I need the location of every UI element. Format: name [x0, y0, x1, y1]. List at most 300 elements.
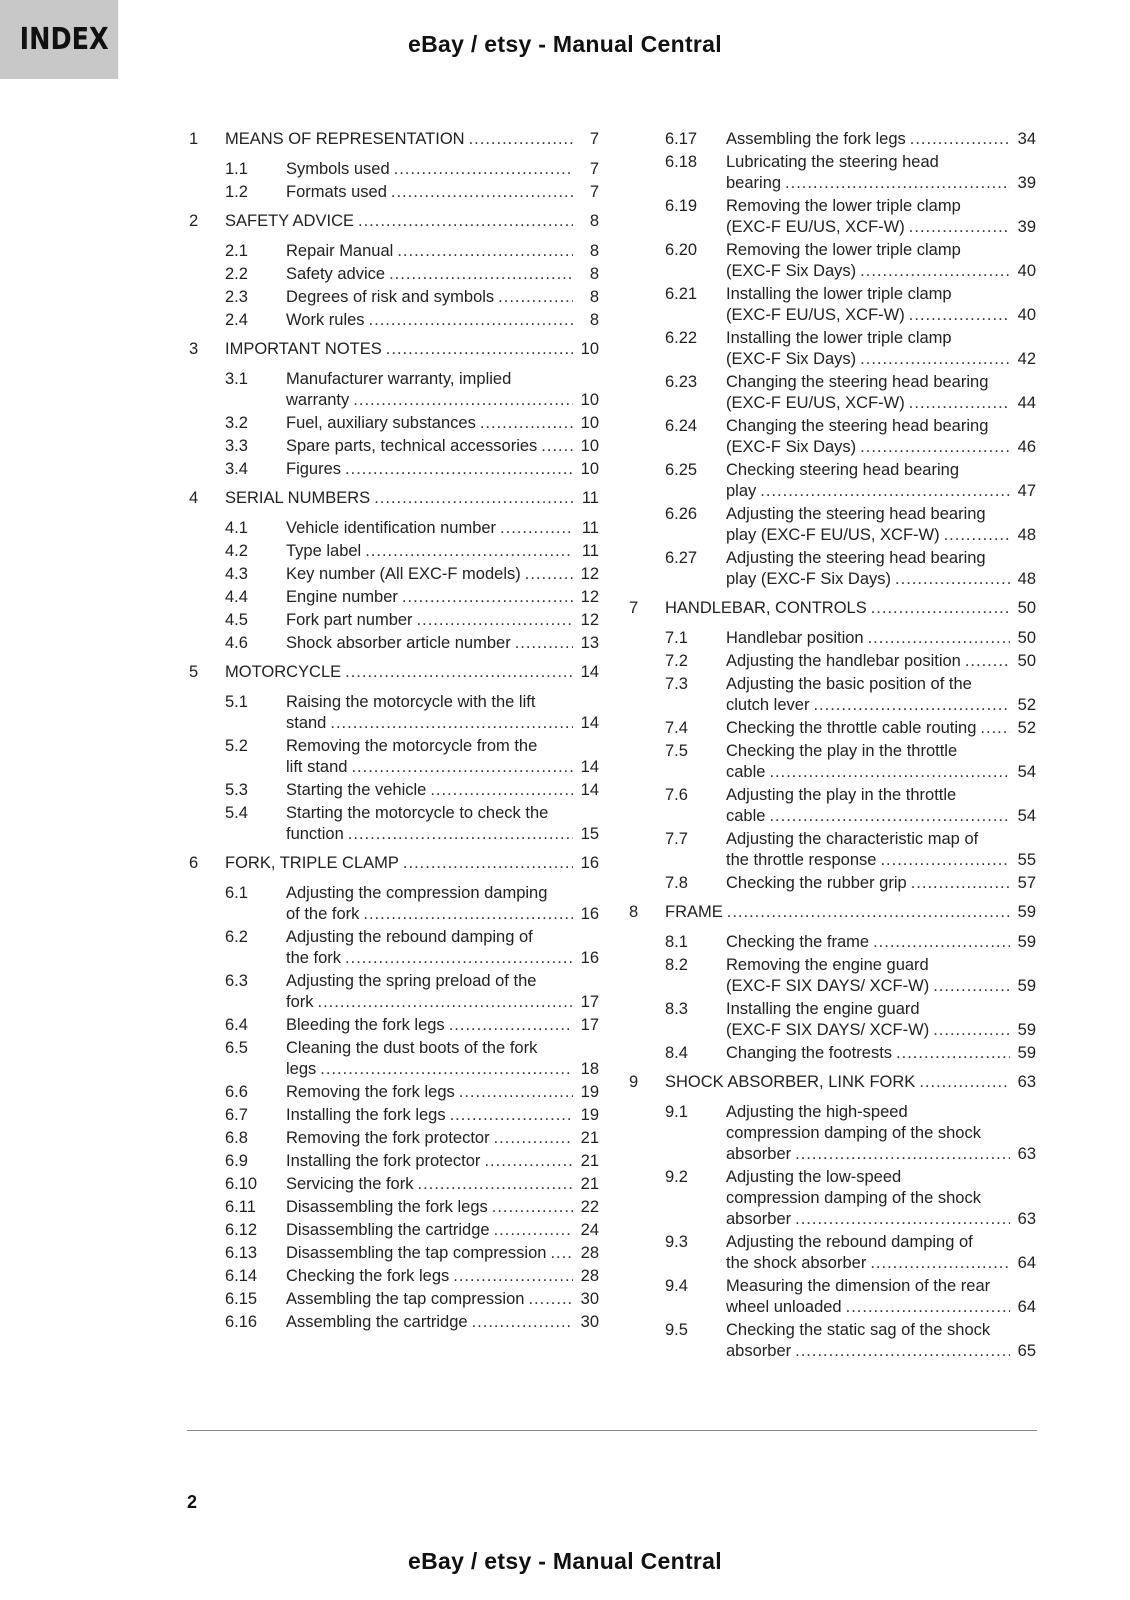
toc-entry-number: 6.22 — [665, 329, 698, 347]
toc-section-entry — [189, 927, 599, 969]
toc-entry-title: the fork — [286, 949, 342, 967]
toc-entry-title: bearing — [726, 174, 782, 192]
toc-entry-number: 6.24 — [665, 417, 698, 435]
toc-entry-title: Adjusting the characteristic map of — [726, 830, 979, 848]
toc-entry-page: 14 — [580, 663, 599, 681]
toc-entry-title: Servicing the fork — [286, 1175, 414, 1193]
toc-leader-dots — [944, 525, 1010, 546]
toc-section-entry — [629, 328, 1036, 370]
toc-entry-title: Key number (All EXC-F models) — [286, 565, 521, 583]
toc-entry-title: Starting the motorcycle to check the — [286, 804, 549, 822]
toc-section-entry — [189, 241, 599, 262]
toc-leader-dots — [402, 587, 573, 608]
toc-entry-page: 14 — [580, 781, 599, 799]
toc-entry-title: Figures — [286, 460, 342, 478]
toc-entry-title: Fork part number — [286, 611, 413, 629]
toc-entry-title: Safety advice — [286, 265, 386, 283]
toc-entry-number: 7.6 — [665, 786, 688, 804]
toc-entry-title: (EXC-F SIX DAYS/ XCF-W) — [726, 977, 930, 995]
toc-leader-dots — [769, 762, 1010, 783]
toc-entry-number: 4.5 — [225, 611, 248, 629]
toc-entry-page: 59 — [1017, 1044, 1036, 1062]
toc-entry-number: 5.2 — [225, 737, 248, 755]
toc-entry-number: 6.14 — [225, 1267, 258, 1285]
toc-entry-title: Changing the steering head bearing — [726, 417, 989, 435]
toc-entry-title: Installing the lower triple clamp — [726, 329, 952, 347]
toc-section-entry — [189, 883, 599, 925]
toc-leader-dots — [348, 824, 573, 845]
toc-entry-title: absorber — [726, 1210, 792, 1228]
toc-entry-page: 63 — [1017, 1210, 1036, 1228]
toc-entry-page: 10 — [580, 414, 599, 432]
toc-entry-title: the shock absorber — [726, 1254, 867, 1272]
toc-entry-page: 14 — [580, 714, 599, 732]
toc-chapter-entry — [189, 488, 599, 509]
toc-entry-page: 8 — [589, 265, 599, 283]
toc-entry-number: 3.3 — [225, 437, 248, 455]
toc-entry-page: 55 — [1017, 851, 1036, 869]
toc-entry-number: 6.27 — [665, 549, 698, 567]
toc-leader-dots — [868, 628, 1010, 649]
toc-section-entry — [629, 628, 1036, 649]
toc-section-entry — [629, 460, 1036, 502]
toc-entry-title: Removing the lower triple clamp — [726, 197, 961, 215]
toc-entry-title: Checking the fork legs — [286, 1267, 450, 1285]
toc-entry-number: 6.11 — [225, 1198, 256, 1216]
toc-entry-title: legs — [286, 1060, 317, 1078]
toc-entry-title: Removing the fork legs — [286, 1083, 455, 1101]
toc-leader-dots — [911, 873, 1010, 894]
page-number: 2 — [187, 1492, 198, 1512]
toc-section-entry — [189, 1038, 599, 1080]
toc-leader-dots — [910, 129, 1010, 150]
toc-entry-title: the throttle response — [726, 851, 877, 869]
toc-leader-dots — [933, 976, 1010, 997]
toc-entry-number: 1.1 — [225, 160, 248, 178]
toc-leader-dots — [318, 992, 573, 1013]
toc-entry-page: 30 — [580, 1290, 599, 1308]
toc-section-entry — [629, 240, 1036, 282]
toc-entry-number: 8 — [629, 903, 639, 921]
toc-leader-dots — [374, 488, 573, 509]
toc-entry-title: Spare parts, technical accessories — [286, 437, 538, 455]
toc-entry-number: 4.2 — [225, 542, 248, 560]
toc-section-entry — [189, 692, 599, 734]
toc-entry-page: 28 — [580, 1267, 599, 1285]
toc-leader-dots — [369, 310, 573, 331]
toc-entry-page: 40 — [1017, 306, 1036, 324]
toc-entry-number: 7.8 — [665, 874, 688, 892]
toc-entry-title: FORK, TRIPLE CLAMP — [225, 854, 399, 872]
toc-entry-number: 9.1 — [665, 1103, 688, 1121]
toc-entry-title: fork — [286, 993, 314, 1011]
toc-leader-dots — [727, 902, 1010, 923]
toc-entry-page: 40 — [1017, 262, 1036, 280]
toc-entry-page: 50 — [1017, 599, 1036, 617]
toc-entry-page: 63 — [1017, 1073, 1036, 1091]
toc-leader-dots — [909, 305, 1010, 326]
toc-entry-number: 6.2 — [225, 928, 248, 946]
toc-entry-title: Disassembling the cartridge — [286, 1221, 490, 1239]
toc-entry-number: 6.5 — [225, 1039, 248, 1057]
toc-entry-number: 6.20 — [665, 241, 698, 259]
toc-entry-page: 48 — [1017, 570, 1036, 588]
toc-section-entry — [629, 955, 1036, 997]
toc-entry-title: cable — [726, 807, 766, 825]
toc-entry-title: Formats used — [286, 183, 387, 201]
toc-leader-dots — [498, 287, 573, 308]
toc-entry-page: 8 — [589, 212, 599, 230]
toc-entry-page: 30 — [580, 1313, 599, 1331]
toc-entry-page: 16 — [580, 949, 599, 967]
toc-section-entry — [189, 182, 599, 203]
toc-entry-title: clutch lever — [726, 696, 810, 714]
toc-entry-number: 9.3 — [665, 1233, 688, 1251]
toc-entry-number: 2.2 — [225, 265, 248, 283]
toc-section-entry — [189, 587, 599, 608]
toc-leader-dots — [394, 159, 573, 180]
footer-watermark: eBay / etsy - Manual Central — [408, 1548, 722, 1574]
toc-entry-page: 19 — [580, 1106, 599, 1124]
toc-entry-title: Assembling the cartridge — [286, 1313, 468, 1331]
toc-section-entry — [629, 284, 1036, 326]
toc-entry-title: (EXC-F Six Days) — [726, 350, 857, 368]
toc-section-entry — [629, 674, 1036, 716]
toc-entry-title: MEANS OF REPRESENTATION — [225, 130, 465, 148]
toc-entry-page: 21 — [580, 1175, 599, 1193]
toc-entry-page: 10 — [580, 460, 599, 478]
toc-entry-title: Engine number — [286, 588, 398, 606]
toc-section-entry — [189, 541, 599, 562]
toc-entry-page: 11 — [581, 519, 599, 537]
toc-entry-number: 7.7 — [665, 830, 688, 848]
toc-entry-title: Changing the steering head bearing — [726, 373, 989, 391]
toc-entry-title: Disassembling the fork legs — [286, 1198, 488, 1216]
toc-entry-page: 16 — [580, 905, 599, 923]
toc-entry-number: 6.7 — [225, 1106, 248, 1124]
toc-leader-dots — [769, 806, 1010, 827]
toc-entry-title: absorber — [726, 1342, 792, 1360]
toc-leader-dots — [515, 633, 573, 654]
toc-entry-number: 2 — [189, 212, 199, 230]
toc-entry-number: 8.1 — [665, 933, 688, 951]
toc-section-entry — [189, 310, 599, 331]
toc-section-entry — [189, 264, 599, 285]
toc-section-entry — [629, 1320, 1036, 1362]
toc-leader-dots — [965, 651, 1010, 672]
toc-entry-number: 4.3 — [225, 565, 248, 583]
toc-entry-title: compression damping of the shock — [726, 1124, 981, 1142]
toc-entry-number: 5 — [189, 663, 199, 681]
toc-section-entry — [189, 1105, 599, 1126]
toc-section-entry — [629, 196, 1036, 238]
toc-entry-title: absorber — [726, 1145, 792, 1163]
toc-entry-title: play (EXC-F Six Days) — [726, 570, 892, 588]
toc-leader-dots — [860, 261, 1010, 282]
toc-entry-page: 34 — [1017, 130, 1036, 148]
toc-entry-number: 6.9 — [225, 1152, 248, 1170]
toc-entry-number: 4.1 — [225, 519, 248, 537]
toc-leader-dots — [895, 569, 1010, 590]
toc-entry-title: Adjusting the rebound damping of — [726, 1233, 973, 1251]
toc-entry-title: Checking the play in the throttle — [726, 742, 958, 760]
toc-leader-dots — [351, 757, 573, 778]
toc-entry-number: 6.1 — [225, 884, 248, 902]
toc-section-entry — [629, 1167, 1036, 1230]
toc-entry-number: 4 — [189, 489, 199, 507]
toc-leader-dots — [391, 182, 573, 203]
toc-leader-dots — [980, 718, 1010, 739]
toc-leader-dots — [403, 853, 573, 874]
toc-entry-title: (EXC-F EU/US, XCF-W) — [726, 306, 905, 324]
toc-entry-number: 8.4 — [665, 1044, 688, 1062]
toc-leader-dots — [330, 713, 573, 734]
toc-entry-number: 6.12 — [225, 1221, 258, 1239]
toc-entry-title: Measuring the dimension of the rear — [726, 1277, 991, 1295]
toc-entry-number: 3.2 — [225, 414, 248, 432]
toc-entry-page: 19 — [580, 1083, 599, 1101]
toc-entry-number: 6.10 — [225, 1175, 258, 1193]
toc-entry-number: 6.25 — [665, 461, 698, 479]
toc-chapter-entry — [189, 853, 599, 874]
toc-section-entry — [189, 1197, 599, 1218]
toc-leader-dots — [320, 1059, 573, 1080]
toc-entry-title: Installing the fork legs — [286, 1106, 446, 1124]
toc-entry-number: 7.2 — [665, 652, 688, 670]
toc-entry-title: Removing the engine guard — [726, 956, 929, 974]
toc-entry-page: 54 — [1017, 807, 1036, 825]
toc-entry-number: 6.8 — [225, 1129, 248, 1147]
toc-leader-dots — [453, 1266, 573, 1287]
toc-entry-page: 7 — [589, 130, 599, 148]
toc-entry-page: 64 — [1017, 1254, 1036, 1272]
toc-entry-title: (EXC-F EU/US, XCF-W) — [726, 218, 905, 236]
toc-section-entry — [189, 971, 599, 1013]
toc-entry-page: 13 — [580, 634, 599, 652]
toc-leader-dots — [933, 1020, 1010, 1041]
toc-entry-title: Adjusting the high-speed — [726, 1103, 908, 1121]
toc-entry-number: 9.2 — [665, 1168, 688, 1186]
toc-section-entry — [189, 369, 599, 411]
toc-entry-number: 6.19 — [665, 197, 698, 215]
toc-entry-title: Checking the throttle cable routing — [726, 719, 977, 737]
toc-entry-title: Repair Manual — [286, 242, 394, 260]
toc-section-entry — [629, 548, 1036, 590]
toc-entry-page: 7 — [589, 160, 599, 178]
toc-entry-page: 47 — [1017, 482, 1036, 500]
toc-right-column — [629, 129, 1036, 1364]
toc-entry-number: 6.17 — [665, 130, 698, 148]
toc-entry-number: 6.3 — [225, 972, 248, 990]
toc-leader-dots — [500, 518, 573, 539]
toc-entry-page: 11 — [581, 542, 599, 560]
toc-entry-page: 21 — [580, 1152, 599, 1170]
toc-leader-dots — [760, 481, 1010, 502]
toc-entry-title: Installing the engine guard — [726, 1000, 920, 1018]
toc-entry-title: stand — [286, 714, 327, 732]
toc-section-entry — [189, 1220, 599, 1241]
toc-leader-dots — [525, 564, 573, 585]
toc-section-entry — [629, 785, 1036, 827]
toc-leader-dots — [494, 1220, 573, 1241]
toc-entry-page: 14 — [580, 758, 599, 776]
toc-section-entry — [629, 1276, 1036, 1318]
toc-leader-dots — [870, 1253, 1010, 1274]
toc-entry-title: Installing the fork protector — [286, 1152, 481, 1170]
toc-leader-dots — [785, 173, 1010, 194]
toc-entry-title: Checking the frame — [726, 933, 870, 951]
toc-section-entry — [629, 718, 1036, 739]
toc-leader-dots — [846, 1297, 1010, 1318]
toc-leader-dots — [417, 610, 573, 631]
toc-section-entry — [629, 372, 1036, 414]
toc-entry-number: 5.3 — [225, 781, 248, 799]
toc-leader-dots — [909, 217, 1010, 238]
toc-leader-dots — [860, 437, 1010, 458]
toc-leader-dots — [449, 1015, 573, 1036]
toc-section-entry — [189, 1289, 599, 1310]
toc-entry-number: 6.16 — [225, 1313, 258, 1331]
toc-chapter-entry — [629, 1072, 1036, 1093]
toc-entry-title: Adjusting the steering head bearing — [726, 549, 986, 567]
index-tab-label: INDEX — [19, 22, 109, 57]
toc-chapter-entry — [629, 598, 1036, 619]
toc-section-entry — [189, 610, 599, 631]
toc-entry-title: Shock absorber article number — [286, 634, 511, 652]
toc-entry-title: wheel unloaded — [726, 1298, 842, 1316]
toc-entry-number: 7.1 — [665, 629, 688, 647]
toc-entry-page: 10 — [580, 391, 599, 409]
toc-entry-title: compression damping of the shock — [726, 1189, 981, 1207]
toc-entry-page: 54 — [1017, 763, 1036, 781]
toc-leader-dots — [494, 1128, 573, 1149]
toc-leader-dots — [450, 1105, 573, 1126]
toc-leader-dots — [528, 1289, 573, 1310]
toc-entry-page: 12 — [580, 588, 599, 606]
toc-entry-title: Adjusting the handlebar position — [726, 652, 961, 670]
toc-entry-page: 46 — [1017, 438, 1036, 456]
toc-section-entry — [189, 803, 599, 845]
toc-entry-title: FRAME — [665, 903, 723, 921]
toc-entry-page: 8 — [589, 288, 599, 306]
toc-entry-title: Adjusting the spring preload of the — [286, 972, 537, 990]
toc-section-entry — [629, 829, 1036, 871]
toc-entry-title: Checking the rubber grip — [726, 874, 907, 892]
toc-entry-number: 3 — [189, 340, 199, 358]
toc-entry-page: 39 — [1017, 218, 1036, 236]
toc-entry-number: 9.5 — [665, 1321, 688, 1339]
toc-leader-dots — [469, 129, 573, 150]
toc-entry-title: Checking steering head bearing — [726, 461, 959, 479]
toc-entry-page: 8 — [589, 242, 599, 260]
toc-leader-dots — [492, 1197, 573, 1218]
toc-entry-page: 57 — [1017, 874, 1036, 892]
toc-entry-title: Removing the lower triple clamp — [726, 241, 961, 259]
toc-section-entry — [189, 1174, 599, 1195]
toc-section-entry — [629, 504, 1036, 546]
toc-section-entry — [629, 1043, 1036, 1064]
toc-leader-dots — [873, 932, 1010, 953]
toc-entry-title: cable — [726, 763, 766, 781]
toc-leader-dots — [365, 541, 573, 562]
toc-entry-number: 6.21 — [665, 285, 698, 303]
toc-entry-page: 18 — [580, 1060, 599, 1078]
toc-entry-number: 6.13 — [225, 1244, 258, 1262]
toc-section-entry — [189, 1312, 599, 1333]
toc-section-entry — [189, 1015, 599, 1036]
toc-section-entry — [189, 413, 599, 434]
toc-entry-title: Cleaning the dust boots of the fork — [286, 1039, 538, 1057]
toc-entry-title: IMPORTANT NOTES — [225, 340, 382, 358]
toc-entry-number: 8.2 — [665, 956, 688, 974]
toc-leader-dots — [909, 393, 1010, 414]
toc-entry-number: 7.3 — [665, 675, 688, 693]
toc-section-entry — [189, 564, 599, 585]
toc-entry-title: Fuel, auxiliary substances — [286, 414, 476, 432]
toc-entry-page: 12 — [580, 611, 599, 629]
toc-entry-title: SAFETY ADVICE — [225, 212, 354, 230]
toc-entry-page: 63 — [1017, 1145, 1036, 1163]
toc-left-column — [189, 129, 599, 1335]
toc-entry-page: 28 — [580, 1244, 599, 1262]
toc-leader-dots — [919, 1072, 1010, 1093]
toc-entry-page: 48 — [1017, 526, 1036, 544]
toc-entry-title: Raising the motorcycle with the lift — [286, 693, 536, 711]
toc-section-entry — [189, 1243, 599, 1264]
toc-entry-title: (EXC-F Six Days) — [726, 262, 857, 280]
toc-entry-page: 10 — [580, 340, 599, 358]
toc-section-entry — [629, 741, 1036, 783]
toc-section-entry — [189, 287, 599, 308]
toc-entry-number: 4.6 — [225, 634, 248, 652]
toc-entry-title: Adjusting the rebound damping of — [286, 928, 533, 946]
toc-leader-dots — [813, 695, 1010, 716]
toc-leader-dots — [459, 1082, 573, 1103]
toc-entry-title: Starting the vehicle — [286, 781, 427, 799]
toc-entry-page: 17 — [580, 993, 599, 1011]
toc-entry-title: Changing the footrests — [726, 1044, 893, 1062]
toc-section-entry — [189, 1128, 599, 1149]
toc-entry-title: Symbols used — [286, 160, 390, 178]
toc-entry-page: 21 — [580, 1129, 599, 1147]
toc-section-entry — [629, 873, 1036, 894]
toc-chapter-entry — [189, 662, 599, 683]
toc-entry-number: 7 — [629, 599, 639, 617]
toc-chapter-entry — [189, 339, 599, 360]
toc-chapter-entry — [189, 129, 599, 150]
toc-section-entry — [189, 436, 599, 457]
toc-entry-title: MOTORCYCLE — [225, 663, 342, 681]
toc-entry-page: 10 — [580, 437, 599, 455]
toc-section-entry — [629, 152, 1036, 194]
toc-entry-page: 59 — [1017, 977, 1036, 995]
toc-section-entry — [189, 1266, 599, 1287]
toc-entry-page: 39 — [1017, 174, 1036, 192]
toc-entry-title: Degrees of risk and symbols — [286, 288, 495, 306]
toc-leader-dots — [871, 598, 1010, 619]
toc-entry-number: 6 — [189, 854, 199, 872]
toc-leader-dots — [880, 850, 1010, 871]
toc-entry-number: 6.23 — [665, 373, 698, 391]
toc-entry-number: 6.18 — [665, 153, 698, 171]
toc-entry-page: 64 — [1017, 1298, 1036, 1316]
toc-entry-title: HANDLEBAR, CONTROLS — [665, 599, 867, 617]
toc-leader-dots — [484, 1151, 573, 1172]
toc-leader-dots — [353, 390, 573, 411]
toc-entry-title: Removing the fork protector — [286, 1129, 490, 1147]
toc-entry-title: Lubricating the steering head — [726, 153, 939, 171]
toc-entry-title: SHOCK ABSORBER, LINK FORK — [665, 1073, 916, 1091]
